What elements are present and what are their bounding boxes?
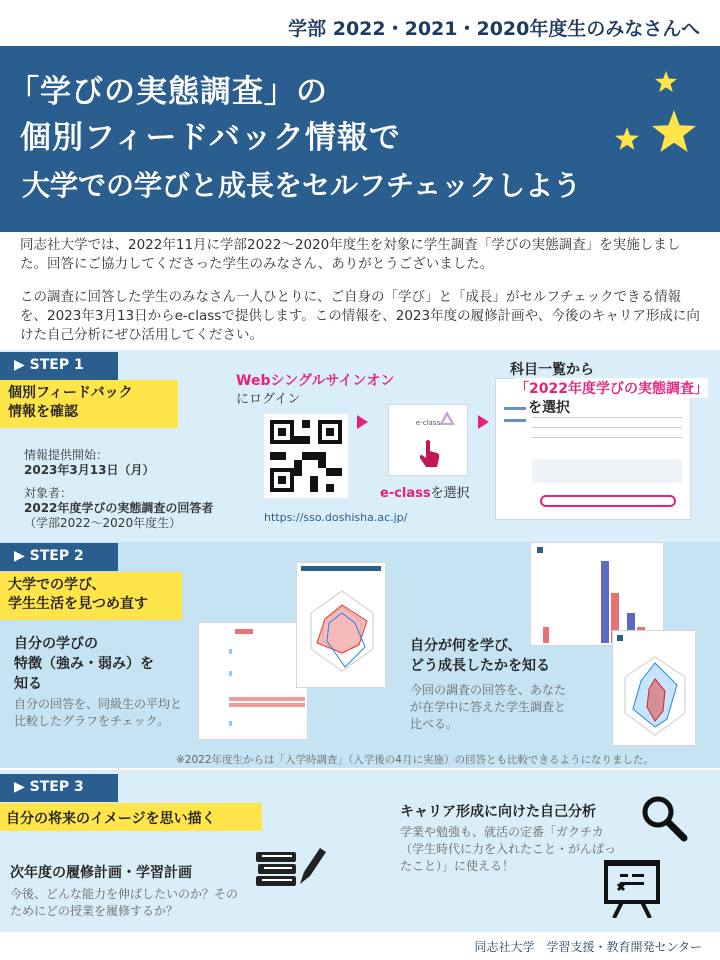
audience-line: 学部 2022・2021・2020年度生のみなさんへ xyxy=(288,18,700,40)
step1-tab: ▶ STEP 1 xyxy=(0,352,118,380)
growth-radar-icon xyxy=(619,651,691,741)
step2-tab: ▶ STEP 2 xyxy=(0,543,118,571)
arrow-icon xyxy=(357,415,368,429)
books-pen-icon xyxy=(254,842,326,890)
step2-left-desc: 自分の回答を、同級生の平均と比較したグラフをチェック。 xyxy=(14,697,183,728)
sso-subtitle: にログイン xyxy=(236,392,301,407)
step2-left-title-line3: 知る xyxy=(14,676,42,692)
step2-heading xyxy=(0,572,182,620)
start-value: 2023年3月13日（月） xyxy=(24,463,155,477)
intro-paragraph-2: この調査に回答した学生のみなさん一人ひとりに、ご自身の「学び」と「成長」がセルフチェックできる情報を、2023年3月13日からe-classで提供します。この情報を、2023年度の履修計画や、今後のキャリア形成に向けた自己分析にぜひ活用してください。 xyxy=(20,289,700,343)
step2-heading-line2: 学生生活を見つめ直す xyxy=(8,596,148,612)
step3-left-desc: 今後、どんな能力を伸ばしたいのか？そのためにどの授業を履修するか？ xyxy=(10,887,239,918)
step2-left-title-line2: 特徴（強み・弱み）を xyxy=(14,656,154,672)
step2-right-desc: 今回の調査の回答を、あなたが在学中に答えた学生調査と比べる。 xyxy=(410,683,567,731)
start-label: 情報提供開始： xyxy=(24,448,109,462)
subject-select-suffix: を選択 xyxy=(528,397,570,417)
large-star-icon xyxy=(650,108,698,156)
step1-heading-line1: 個別フィードバック xyxy=(8,385,133,401)
comparison-bar-thumbnail xyxy=(198,622,308,740)
eclass-select-suffix: を選択 xyxy=(430,486,470,501)
magnifier-icon xyxy=(640,794,688,842)
eclass-card-label: e-class xyxy=(415,419,441,427)
step2-left-title xyxy=(14,634,154,694)
subject-list-title: 科目一覧から xyxy=(510,362,594,378)
step3-left-title: 次年度の履修計画・学習計画 xyxy=(10,865,192,881)
title-line-2: 個別フィードバック情報で xyxy=(20,120,401,156)
title-line-1: 「学びの実態調査」の xyxy=(8,74,328,110)
hero-banner xyxy=(0,46,720,232)
step2-left-title-line1: 自分の学びの xyxy=(14,636,98,652)
target-note: （学部2022〜2020年度生） xyxy=(24,516,182,530)
sso-title: Webシングルサインオン xyxy=(236,373,395,389)
arrow-icon xyxy=(478,415,489,429)
step1-heading-line2: 情報を確認 xyxy=(8,404,78,420)
medium-star-icon xyxy=(614,126,640,152)
step2-heading-line1: 大学での学び、 xyxy=(8,577,106,593)
step2-right-title xyxy=(410,636,550,676)
step2-right-title-line1: 自分が何を学び、 xyxy=(410,638,522,654)
eclass-select-text xyxy=(380,482,470,501)
step2-footnote: ※2022年度生からは「入学時調査」（入学後の4月に実施）の回答とも比較できるようになりました。 xyxy=(176,754,654,766)
step2-right-title-line2: どう成長したかを知る xyxy=(410,658,550,674)
step3-heading: 自分の将来のイメージを思い描く xyxy=(0,803,262,831)
footer-organization: 同志社大学 学習支援・教育開発センター xyxy=(0,932,720,960)
growth-radar-thumbnail xyxy=(612,630,696,746)
subject-name: 「2022年度学びの実態調査」 xyxy=(515,378,708,398)
radar-chart-thumbnail xyxy=(296,562,386,688)
eclass-brand: e-class xyxy=(380,486,431,501)
eclass-card[interactable] xyxy=(388,404,468,476)
qr-code[interactable] xyxy=(264,414,348,498)
step3-tab: ▶ STEP 3 xyxy=(0,774,118,802)
sso-url[interactable]: https://sso.doshisha.ac.jp/ xyxy=(264,511,408,524)
intro-paragraph-1: 同志社大学では、2022年11月に学部2022〜2020年度生を対象に学生調査「学びの実態調査」を実施しました。回答にご協力してくださった学生のみなさん、ありがとうございました。 xyxy=(20,237,681,272)
target-label: 対象者： xyxy=(24,486,73,500)
step1-heading xyxy=(0,380,178,428)
qr-code-icon xyxy=(270,420,342,492)
step3-right-desc: 学業や勉強も、就活の定番「ガクチカ（学生時代に力を入れたこと・がんばったこと）」に使える！ xyxy=(400,825,617,873)
title-line-3: 大学での学びと成長をセルフチェックしよう xyxy=(22,169,582,202)
triangle-logo-icon xyxy=(439,411,455,425)
presentation-board-icon xyxy=(604,860,660,918)
pointer-hand-icon xyxy=(419,439,441,469)
target-value: 2022年度学びの実態調査の回答者 xyxy=(24,501,214,515)
course-list-screenshot[interactable] xyxy=(495,378,691,520)
small-star-icon xyxy=(654,70,678,94)
step3-right-title: キャリア形成に向けた自己分析 xyxy=(400,804,596,820)
radar-chart-icon xyxy=(303,583,381,679)
